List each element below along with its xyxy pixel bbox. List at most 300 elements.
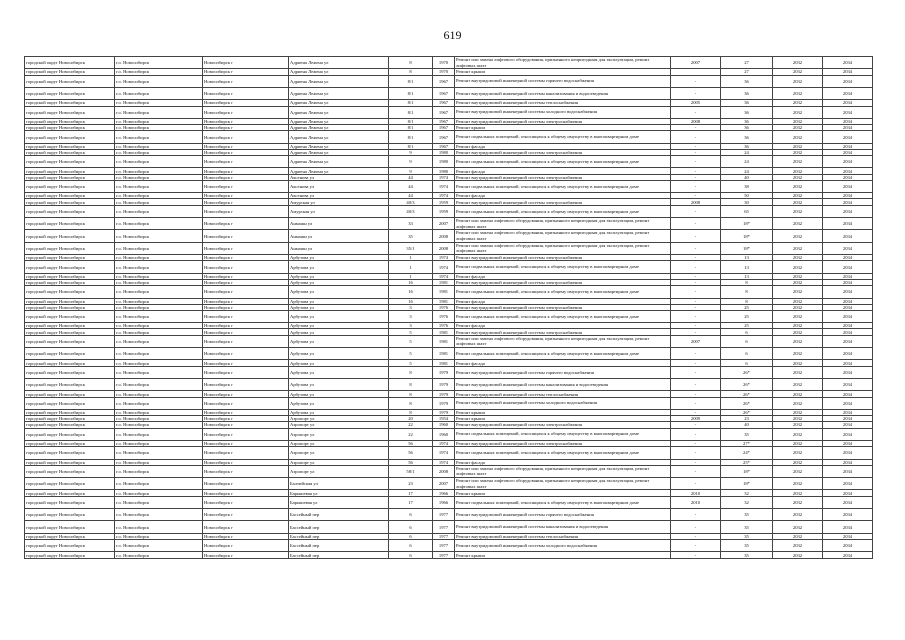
settlement-cell: г.о. Новосибирск [115,199,203,205]
work-type-cell: Ремонт внутридомовой инженерной системы электроснабжения [455,329,671,335]
street-cell: Адриена Лежена ул [289,57,389,69]
start-year-cell: 2032 [773,465,823,477]
settlement-cell: г.о. Новосибирск [115,310,203,322]
count-cell: 24 [721,156,773,168]
year-built-cell: 1960 [433,422,455,428]
done-year-cell: - [671,218,721,230]
settlement-cell: г.о. Новосибирск [115,379,203,391]
settlement-cell: г.о. Новосибирск [115,168,203,174]
end-year-cell: 2034 [823,416,873,422]
house-number-cell: 1 [389,255,433,261]
start-year-cell: 2032 [773,335,823,347]
city-cell: Новосибирск г [203,447,289,459]
start-year-cell: 2032 [773,409,823,415]
table-row [25,379,873,391]
start-year-cell: 2032 [773,329,823,335]
municipality-cell: городской округ Новосибирск [25,230,115,242]
work-type-cell: Ремонт фасада [455,273,671,279]
city-cell: Новосибирск г [203,75,289,87]
house-number-cell: 8/1 [389,87,433,99]
municipality-cell: городской округ Новосибирск [25,465,115,477]
municipality-cell: городской округ Новосибирск [25,87,115,99]
count-cell: 18* [721,218,773,230]
table-row [25,348,873,360]
house-number-cell: 40/3 [389,199,433,205]
table-row [25,540,873,552]
count-cell: 36 [721,75,773,87]
work-type-cell: Ремонт внутридомовой инженерной системы электроснабжения [455,174,671,180]
settlement-cell: г.о. Новосибирск [115,366,203,378]
table-row [25,218,873,230]
settlement-cell: г.о. Новосибирск [115,273,203,279]
city-cell: Новосибирск г [203,69,289,75]
settlement-cell: г.о. Новосибирск [115,540,203,552]
table-row [25,242,873,254]
municipality-cell: городской округ Новосибирск [25,286,115,298]
municipality-cell: городской округ Новосибирск [25,75,115,87]
count-cell: 6 [721,329,773,335]
city-cell: Новосибирск г [203,416,289,422]
municipality-cell: городской округ Новосибирск [25,416,115,422]
year-built-cell: 1980 [433,168,455,174]
done-year-cell: 2009 [671,416,721,422]
end-year-cell: 2034 [823,478,873,490]
municipality-cell: городской округ Новосибирск [25,261,115,273]
start-year-cell: 2032 [773,440,823,446]
count-cell: 27* [721,440,773,446]
end-year-cell: 2034 [823,143,873,149]
end-year-cell: 2034 [823,193,873,199]
page-number: 619 [443,28,462,42]
municipality-cell: городской округ Новосибирск [25,440,115,446]
end-year-cell: 2034 [823,509,873,521]
start-year-cell: 2032 [773,552,823,558]
street-cell: Арбузова ул [289,304,389,310]
start-year-cell: 2032 [773,521,823,533]
street-cell: Аэропорт ул [289,459,389,465]
municipality-cell: городской округ Новосибирск [25,459,115,465]
start-year-cell: 2032 [773,149,823,155]
municipality-cell: городской округ Новосибирск [25,509,115,521]
settlement-cell: г.о. Новосибирск [115,496,203,508]
settlement-cell: г.о. Новосибирск [115,106,203,118]
house-number-cell: 8 [389,69,433,75]
settlement-cell: г.о. Новосибирск [115,242,203,254]
count-cell: 35 [721,428,773,440]
count-cell: 27 [721,69,773,75]
end-year-cell: 2034 [823,447,873,459]
table-row [25,366,873,378]
count-cell: 24 [721,149,773,155]
end-year-cell: 2034 [823,379,873,391]
municipality-cell: городской округ Новосибирск [25,199,115,205]
start-year-cell: 2032 [773,310,823,322]
year-built-cell: 1974 [433,459,455,465]
municipality-cell: городской округ Новосибирск [25,335,115,347]
house-number-cell: 17 [389,496,433,508]
year-built-cell: 2007 [433,478,455,490]
work-type-cell: Ремонт подвальных помещений, относящихся к общему имуществу в многоквартирном доме [455,447,671,459]
year-built-cell: 1979 [433,379,455,391]
done-year-cell: 2008 [671,118,721,124]
start-year-cell: 2032 [773,490,823,496]
house-number-cell: 23 [389,478,433,490]
settlement-cell: г.о. Новосибирск [115,447,203,459]
year-built-cell: 2008 [433,230,455,242]
done-year-cell: - [671,261,721,273]
end-year-cell: 2034 [823,242,873,254]
city-cell: Новосибирск г [203,168,289,174]
end-year-cell: 2034 [823,521,873,533]
year-built-cell: 1974 [433,193,455,199]
count-cell: 35 [721,552,773,558]
house-number-cell: 8/1 [389,100,433,106]
start-year-cell: 2032 [773,143,823,149]
municipality-cell: городской округ Новосибирск [25,540,115,552]
count-cell: 35 [721,540,773,552]
year-built-cell: 1974 [433,261,455,273]
city-cell: Новосибирск г [203,379,289,391]
count-cell: 35 [721,521,773,533]
house-number-cell: 9 [389,156,433,168]
settlement-cell: г.о. Новосибирск [115,279,203,285]
work-type-cell: Ремонт внутридомовой инженерной системы канализования и водоотведения [455,521,671,533]
settlement-cell: г.о. Новосибирск [115,205,203,217]
start-year-cell: 2032 [773,273,823,279]
work-type-cell: Ремонт внутридомовой инженерной системы горячего водоснабжения [455,75,671,87]
municipality-cell: городской округ Новосибирск [25,273,115,279]
work-type-cell: Ремонт подвальных помещений, относящихся к общему имуществу в многоквартирном доме [455,180,671,192]
end-year-cell: 2034 [823,279,873,285]
street-cell: Адриена Лежена ул [289,131,389,143]
end-year-cell: 2034 [823,69,873,75]
settlement-cell: г.о. Новосибирск [115,459,203,465]
end-year-cell: 2034 [823,459,873,465]
count-cell: 38 [721,180,773,192]
municipality-cell: городской округ Новосибирск [25,255,115,261]
house-number-cell: 3 [389,304,433,310]
house-number-cell: 8 [389,366,433,378]
municipality-cell: городской округ Новосибирск [25,156,115,168]
count-cell: 13 [721,273,773,279]
work-type-cell: Ремонт или замена лифтового оборудования, признанного непригодным для эксплуатации, ремонт лифтовых шахт [455,478,671,490]
street-cell: Аэропорт ул [289,440,389,446]
start-year-cell: 2032 [773,286,823,298]
count-cell: 13 [721,261,773,273]
house-number-cell: 44 [389,180,433,192]
municipality-cell: городской округ Новосибирск [25,118,115,124]
work-type-cell: Ремонт фасада [455,193,671,199]
done-year-cell: - [671,205,721,217]
municipality-cell: городской округ Новосибирск [25,422,115,428]
year-built-cell: 1967 [433,143,455,149]
house-number-cell: 33 [389,218,433,230]
done-year-cell: - [671,428,721,440]
house-number-cell: 6 [389,533,433,539]
count-cell: 23 [721,416,773,422]
count-cell: 30 [721,199,773,205]
count-cell: 25* [721,459,773,465]
city-cell: Новосибирск г [203,279,289,285]
street-cell: Арбузова ул [289,397,389,409]
year-built-cell: 1967 [433,131,455,143]
city-cell: Новосибирск г [203,391,289,397]
settlement-cell: г.о. Новосибирск [115,193,203,199]
start-year-cell: 2032 [773,391,823,397]
count-cell: 26* [721,366,773,378]
settlement-cell: г.о. Новосибирск [115,286,203,298]
house-number-cell: 17 [389,490,433,496]
street-cell: Арбузова ул [289,261,389,273]
count-cell: 25 [721,304,773,310]
house-number-cell: 22 [389,428,433,440]
year-built-cell: 1977 [433,540,455,552]
settlement-cell: г.о. Новосибирск [115,422,203,428]
house-number-cell: 8 [389,57,433,69]
start-year-cell: 2032 [773,447,823,459]
municipality-cell: городской округ Новосибирск [25,310,115,322]
municipality-cell: городской округ Новосибирск [25,379,115,391]
end-year-cell: 2034 [823,428,873,440]
count-cell: 35 [721,533,773,539]
house-number-cell: 56 [389,459,433,465]
done-year-cell: - [671,242,721,254]
table-row [25,106,873,118]
start-year-cell: 2032 [773,379,823,391]
count-cell: 32 [721,496,773,508]
end-year-cell: 2034 [823,397,873,409]
table-row [25,521,873,533]
done-year-cell: - [671,540,721,552]
start-year-cell: 2032 [773,478,823,490]
end-year-cell: 2034 [823,360,873,366]
house-number-cell: 35/1 [389,242,433,254]
house-number-cell: 16 [389,279,433,285]
end-year-cell: 2034 [823,304,873,310]
capital-repair-table [24,56,873,559]
end-year-cell: 2034 [823,75,873,87]
city-cell: Новосибирск г [203,57,289,69]
city-cell: Новосибирск г [203,397,289,409]
street-cell: Адриена Лежена ул [289,125,389,131]
end-year-cell: 2034 [823,218,873,230]
street-cell: Балтийская ул [289,478,389,490]
city-cell: Новосибирск г [203,335,289,347]
settlement-cell: г.о. Новосибирск [115,397,203,409]
settlement-cell: г.о. Новосибирск [115,100,203,106]
count-cell: 32 [721,490,773,496]
count-cell: 40 [721,422,773,428]
year-built-cell: 1974 [433,440,455,446]
count-cell: 6 [721,335,773,347]
start-year-cell: 2032 [773,193,823,199]
start-year-cell: 2032 [773,180,823,192]
done-year-cell: - [671,286,721,298]
house-number-cell: 8/1 [389,75,433,87]
end-year-cell: 2034 [823,131,873,143]
work-type-cell: Ремонт подвальных помещений, относящихся к общему имуществу в многоквартирном доме [455,131,671,143]
end-year-cell: 2034 [823,174,873,180]
city-cell: Новосибирск г [203,310,289,322]
count-cell: 27 [721,57,773,69]
city-cell: Новосибирск г [203,329,289,335]
work-type-cell: Ремонт фасада [455,459,671,465]
done-year-cell: - [671,106,721,118]
house-number-cell: 20 [389,416,433,422]
year-built-cell: 1970 [433,69,455,75]
done-year-cell: - [671,459,721,465]
house-number-cell: 8 [389,391,433,397]
table-row [25,261,873,273]
municipality-cell: городской округ Новосибирск [25,366,115,378]
table-row [25,87,873,99]
street-cell: Арбузова ул [289,379,389,391]
year-built-cell: 2008 [433,242,455,254]
work-type-cell: Ремонт внутридомовой инженерной системы электроснабжения [455,440,671,446]
house-number-cell: 6 [389,509,433,521]
count-cell: 65 [721,205,773,217]
work-type-cell: Ремонт подвальных помещений, относящихся к общему имуществу в многоквартирном доме [455,205,671,217]
city-cell: Новосибирск г [203,366,289,378]
city-cell: Новосибирск г [203,521,289,533]
settlement-cell: г.о. Новосибирск [115,335,203,347]
done-year-cell: - [671,131,721,143]
municipality-cell: городской округ Новосибирск [25,298,115,304]
city-cell: Новосибирск г [203,348,289,360]
done-year-cell: - [671,298,721,304]
start-year-cell: 2032 [773,131,823,143]
done-year-cell: - [671,465,721,477]
street-cell: Арбузова ул [289,360,389,366]
count-cell: 6 [721,360,773,366]
settlement-cell: г.о. Новосибирск [115,69,203,75]
street-cell: Арбузова ул [289,329,389,335]
street-cell: Аэропорт ул [289,416,389,422]
municipality-cell: городской округ Новосибирск [25,478,115,490]
end-year-cell: 2034 [823,496,873,508]
year-built-cell: 1967 [433,125,455,131]
done-year-cell: - [671,168,721,174]
year-built-cell: 1959 [433,199,455,205]
done-year-cell: 2010 [671,496,721,508]
count-cell: 40 [721,174,773,180]
municipality-cell: городской округ Новосибирск [25,143,115,149]
work-type-cell: Ремонт подвальных помещений, относящихся к общему имуществу в многоквартирном доме [455,310,671,322]
year-built-cell: 1976 [433,323,455,329]
year-built-cell: 1977 [433,552,455,558]
start-year-cell: 2032 [773,106,823,118]
end-year-cell: 2034 [823,273,873,279]
street-cell: Адриена Лежена ул [289,156,389,168]
count-cell: 24* [721,447,773,459]
table-row [25,286,873,298]
table-row [25,335,873,347]
street-cell: Арбузова ул [289,298,389,304]
end-year-cell: 2034 [823,230,873,242]
municipality-cell: городской округ Новосибирск [25,106,115,118]
start-year-cell: 2032 [773,533,823,539]
start-year-cell: 2032 [773,298,823,304]
street-cell: Анмашн ул [289,218,389,230]
house-number-cell: 6 [389,521,433,533]
street-cell: Адриена Лежена ул [289,149,389,155]
start-year-cell: 2032 [773,168,823,174]
work-type-cell: Ремонт внутридомовой инженерной системы холодного водоснабжения [455,106,671,118]
end-year-cell: 2034 [823,156,873,168]
done-year-cell: - [671,323,721,329]
house-number-cell: 56 [389,447,433,459]
done-year-cell: - [671,552,721,558]
count-cell: 35 [721,509,773,521]
table-row [25,131,873,143]
house-number-cell: 8/1 [389,131,433,143]
work-type-cell: Ремонт крыши [455,490,671,496]
end-year-cell: 2034 [823,118,873,124]
start-year-cell: 2032 [773,174,823,180]
house-number-cell: 8/1 [389,125,433,131]
table-row [25,57,873,69]
street-cell: Адриена Лежена ул [289,69,389,75]
count-cell: 18* [721,230,773,242]
count-cell: 18* [721,242,773,254]
street-cell: Адриена Лежена ул [289,118,389,124]
count-cell: 6 [721,348,773,360]
work-type-cell: Ремонт подвальных помещений, относящихся к общему имуществу в многоквартирном доме [455,156,671,168]
end-year-cell: 2034 [823,409,873,415]
count-cell: 36 [721,100,773,106]
start-year-cell: 2032 [773,255,823,261]
end-year-cell: 2034 [823,286,873,298]
city-cell: Новосибирск г [203,156,289,168]
work-type-cell: Ремонт фасада [455,143,671,149]
end-year-cell: 2034 [823,87,873,99]
work-type-cell: Ремонт внутридомовой инженерной системы канализования и водоотведения [455,87,671,99]
end-year-cell: 2034 [823,168,873,174]
house-number-cell: 8/1 [389,106,433,118]
done-year-cell: - [671,304,721,310]
municipality-cell: городской округ Новосибирск [25,100,115,106]
settlement-cell: г.о. Новосибирск [115,329,203,335]
count-cell: 25 [721,310,773,322]
table-row [25,180,873,192]
year-built-cell: 1977 [433,509,455,521]
count-cell: 13 [721,255,773,261]
work-type-cell: Ремонт крыши [455,125,671,131]
house-number-cell: 3 [389,310,433,322]
count-cell: 18* [721,465,773,477]
settlement-cell: г.о. Новосибирск [115,87,203,99]
street-cell: Аксенова ул [289,174,389,180]
count-cell: 8 [721,286,773,298]
done-year-cell: - [671,156,721,168]
street-cell: Бассейный пер [289,521,389,533]
city-cell: Новосибирск г [203,143,289,149]
work-type-cell: Ремонт подвальных помещений, относящихся к общему имуществу в многоквартирном доме [455,348,671,360]
table-row [25,397,873,409]
municipality-cell: городской округ Новосибирск [25,205,115,217]
year-built-cell: 1967 [433,118,455,124]
work-type-cell: Ремонт внутридомовой инженерной системы теплоснабжения [455,391,671,397]
count-cell: 8 [721,279,773,285]
done-year-cell: - [671,533,721,539]
settlement-cell: г.о. Новосибирск [115,440,203,446]
done-year-cell: - [671,174,721,180]
city-cell: Новосибирск г [203,125,289,131]
start-year-cell: 2032 [773,230,823,242]
start-year-cell: 2032 [773,125,823,131]
street-cell: Аксенова ул [289,193,389,199]
end-year-cell: 2034 [823,199,873,205]
